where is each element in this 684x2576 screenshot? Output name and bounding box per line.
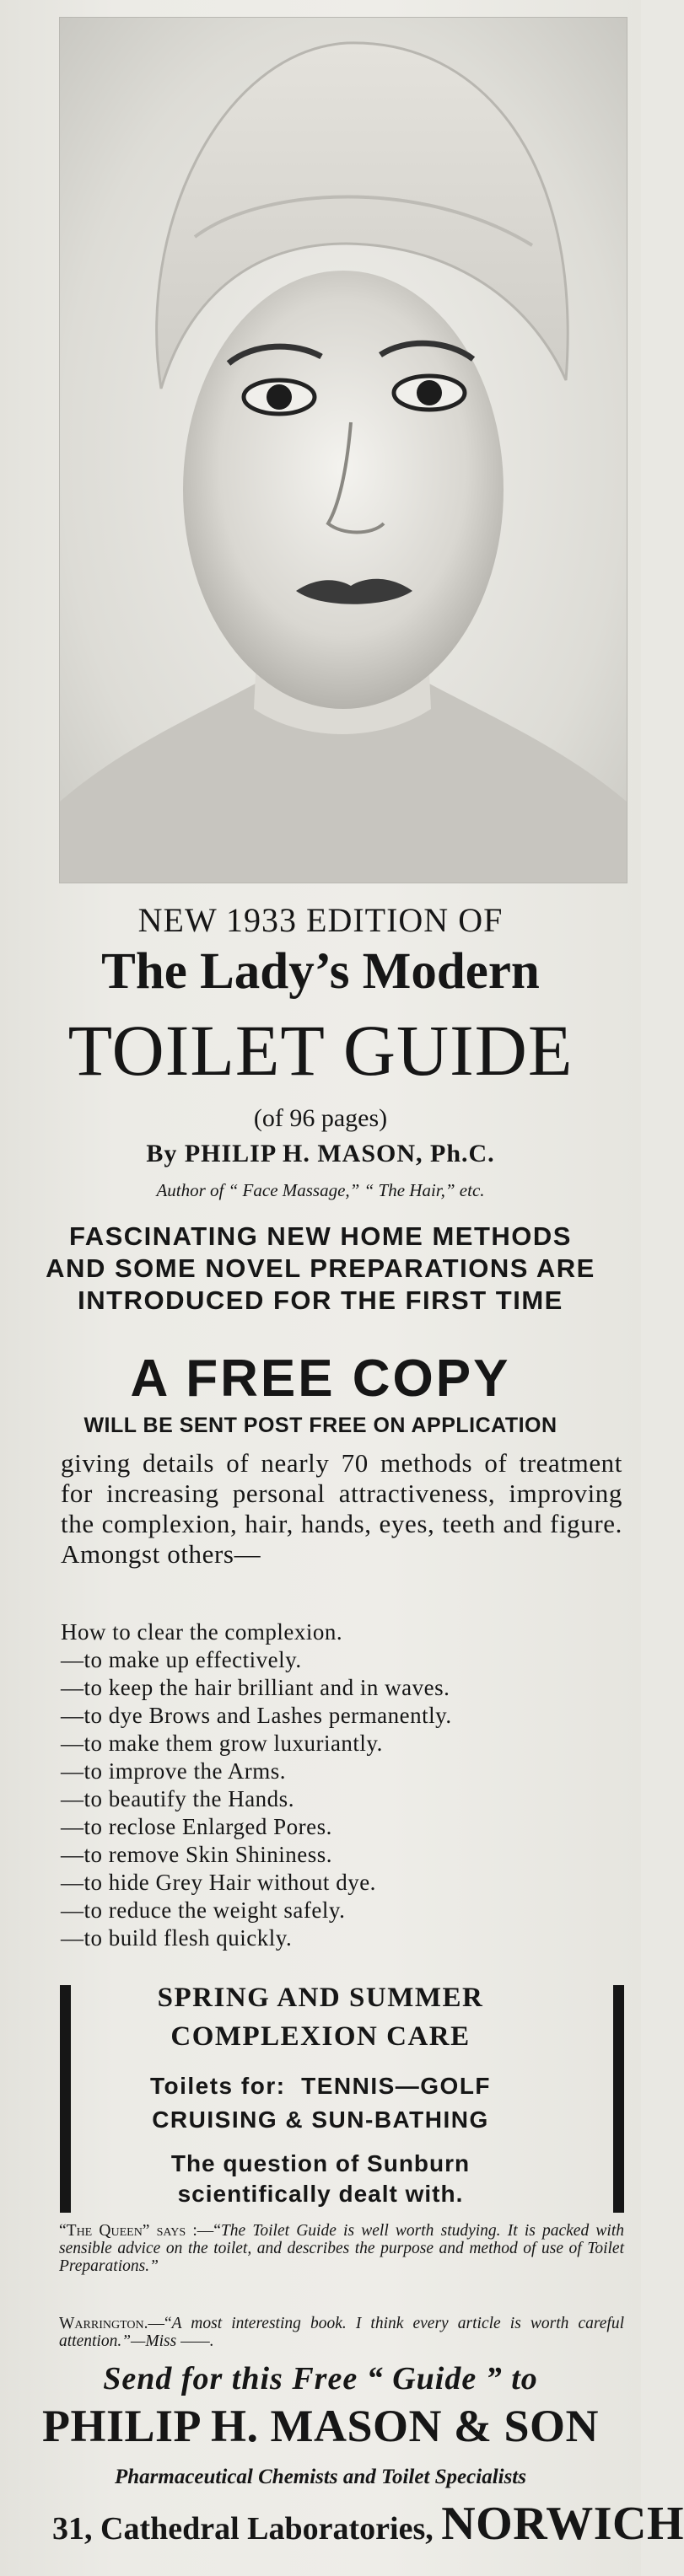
- title-line-1: The Lady’s Modern: [101, 943, 540, 1000]
- box-sunburn-line-2: scientifically dealt with.: [177, 2181, 464, 2207]
- list-item: —to reduce the weight safely.: [61, 1897, 346, 1923]
- teaser-block: [0, 1221, 641, 1317]
- post-free-line: WILL BE SENT POST FREE ON APPLICATION: [83, 1414, 557, 1437]
- box-toilets: [0, 2069, 641, 2137]
- edition-heading: NEW 1933 EDITION OF: [137, 901, 504, 939]
- testimonial-source: “The Queen” says :—“: [59, 2222, 221, 2240]
- author-of-line: Author of “ Face Massage,” “ The Hair,” etc.: [156, 1180, 485, 1200]
- firm-name: PHILIP H. MASON & SON: [41, 2401, 600, 2451]
- teaser-line-2: AND SOME NOVEL PREPARATIONS ARE: [46, 1253, 595, 1283]
- send-for-line: Send for this Free “ Guide ” to: [103, 2361, 538, 2396]
- box-sunburn: [0, 2149, 641, 2209]
- portrait-photo: [59, 17, 627, 883]
- free-copy-heading: A FREE COPY: [130, 1350, 511, 1408]
- box-toilets-line-2: CRUISING & SUN-BATHING: [152, 2106, 489, 2133]
- list-item: —to keep the hair brilliant and in waves.: [61, 1675, 450, 1700]
- address-city: NORWICH: [441, 2498, 684, 2550]
- details-paragraph: giving details of nearly 70 methods of treatment for increasing personal attractiveness, improving the complexion, hair, hands, eyes, teeth and figure. Amongst others—: [61, 1448, 622, 1569]
- list-item: —to beautify the Hands.: [61, 1786, 294, 1811]
- box-title-line-1: SPRING AND SUMMER: [157, 1983, 484, 2013]
- list-item: —to remove Skin Shininess.: [61, 1842, 332, 1867]
- box-title: [0, 1978, 641, 2056]
- warrington-testimonial: [59, 2315, 624, 2350]
- title-line-2: TOILET GUIDE: [67, 1010, 574, 1091]
- address-street: 31, Cathedral Laboratories,: [52, 2511, 442, 2546]
- teaser-line-3: INTRODUCED FOR THE FIRST TIME: [78, 1285, 563, 1315]
- box-sunburn-line-1: The question of Sunburn: [170, 2150, 471, 2176]
- queen-testimonial: [59, 2222, 624, 2275]
- page-count: (of 96 pages): [253, 1104, 388, 1132]
- testimonial-text: A most interesting book. I think every article is worth careful attention.”—Miss ——.: [59, 2315, 624, 2350]
- list-item: —to dye Brows and Lashes permanently.: [61, 1703, 452, 1728]
- list-item: —to make up effectively.: [61, 1647, 302, 1672]
- methods-list: [61, 1618, 622, 1952]
- testimonial-text: The Toilet Guide is well worth studying. It is packed with sensible advice on the toilet, and describes the purpose and method of use of Toilet Preparations.”: [59, 2222, 624, 2275]
- firm-address: [52, 2497, 684, 2551]
- list-item: How to clear the complexion.: [61, 1619, 343, 1645]
- list-item: —to reclose Enlarged Pores.: [61, 1814, 332, 1839]
- list-item: —to improve the Arms.: [61, 1758, 286, 1784]
- list-item: —to make them grow luxuriantly.: [61, 1731, 383, 1756]
- list-item: —to hide Grey Hair without dye.: [61, 1870, 376, 1895]
- portrait-photo-icon: [60, 18, 627, 883]
- box-toilets-line-1: Toilets for: TENNIS—GOLF: [149, 2073, 492, 2099]
- firm-trade: Pharmaceutical Chemists and Toilet Specialists: [114, 2466, 526, 2488]
- list-item: —to build flesh quickly.: [61, 1925, 293, 1951]
- teaser-line-1: FASCINATING NEW HOME METHODS: [69, 1221, 572, 1251]
- box-title-line-2: COMPLEXION CARE: [170, 2021, 471, 2052]
- testimonial-source: Warrington.—“: [59, 2315, 172, 2332]
- author-line: By PHILIP H. MASON, Ph.C.: [146, 1140, 495, 1167]
